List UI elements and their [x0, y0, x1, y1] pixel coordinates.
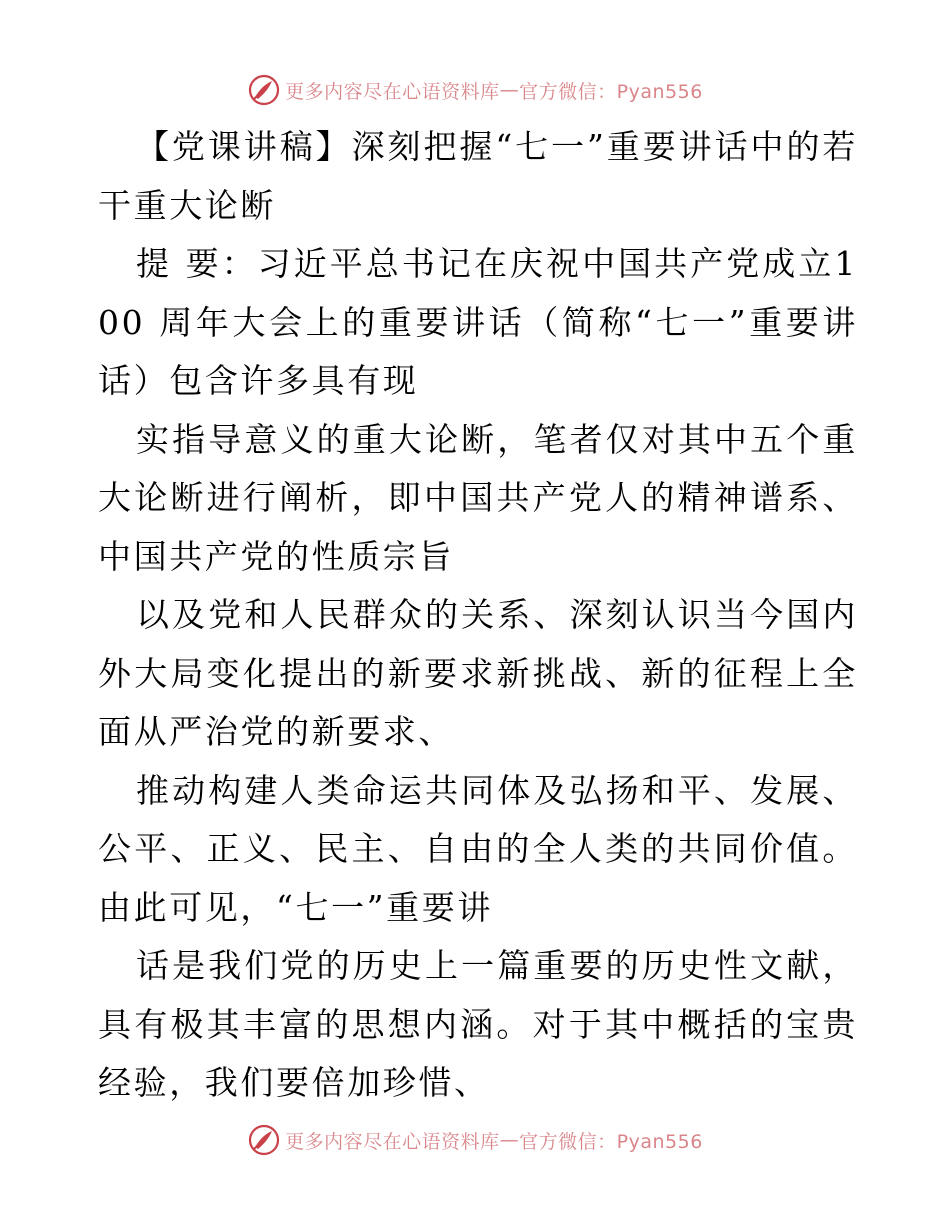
watermark-separator: —: [499, 1129, 520, 1151]
pen-nib-circle-icon: [247, 1123, 281, 1157]
watermark-header: [0, 70, 950, 110]
paragraph: 以及党和人民群众的关系、深刻认识当今国内外大局变化提出的新要求新挑战、新的征程上全面从严治党的新要求、: [98, 595, 858, 751]
watermark-contact: 官方微信：Pyan556: [519, 80, 703, 103]
paragraph: 实指导意义的重大论断，笔者仅对其中五个重大论断进行阐析，即中国共产党人的精神谱系、中国共产党的性质宗旨: [98, 419, 858, 576]
watermark-footer: [0, 1120, 950, 1160]
pen-nib-circle-icon: [247, 73, 281, 107]
watermark-text: 更多内容尽在心语资料库: [285, 80, 500, 103]
watermark-separator: —: [499, 79, 520, 101]
paragraph: 话是我们党的历史上一篇重要的历史性文献，具有极其丰富的思想内涵。对于其中概括的宝贵经验，我们要倍加珍惜、: [98, 946, 858, 1102]
paragraph: 推动构建人类命运共同体及弘扬和平、发展、公平、正义、民主、自由的全人类的共同价值。由此可见，“七一”重要讲: [98, 770, 858, 927]
document-body: [98, 118, 858, 1113]
watermark-text: 更多内容尽在心语资料库: [285, 1130, 500, 1153]
watermark-contact: 官方微信：Pyan556: [519, 1130, 703, 1153]
document-title: 【党课讲稿】深刻把握“七一”重要讲话中的若干重大论断: [98, 127, 858, 225]
paragraph: 提 要：习近平总书记在庆祝中国共产党成立100 周年大会上的重要讲话（简称“七一”重要讲话）包含许多具有现: [98, 244, 858, 400]
